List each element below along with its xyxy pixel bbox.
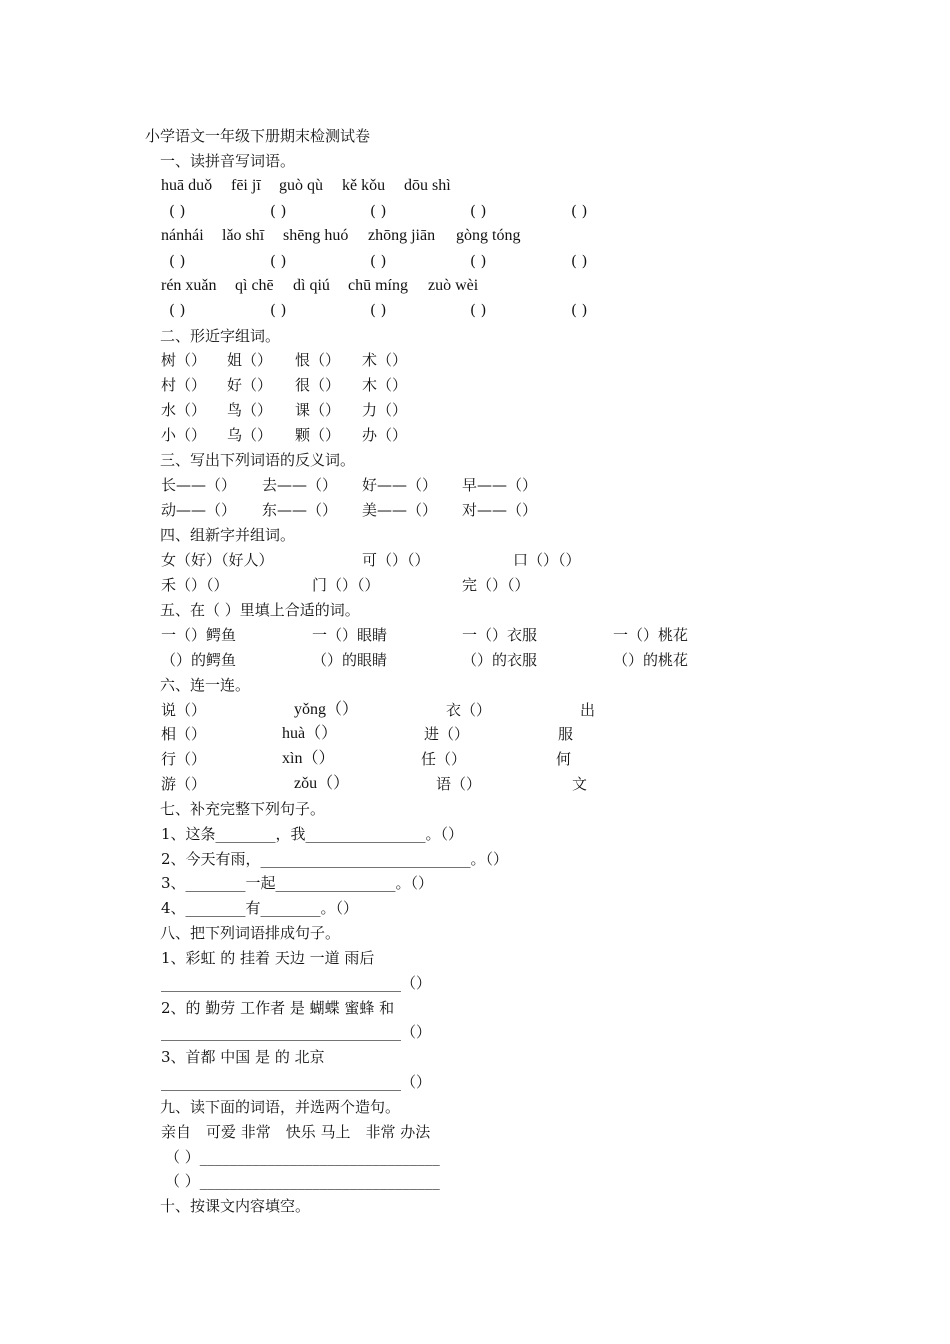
match-item: 相（） [161,725,207,743]
answer-blank[interactable]: ( ) [571,252,588,270]
fill-word-item: （）的桃花 [613,651,689,669]
new-char-item: 女（好）（好人） [161,551,274,569]
match-item: huà（） [282,725,338,742]
section-5-heading: 五、在（ ）里填上合适的词。 [160,601,360,619]
answer-line[interactable]: ________________________________（） [161,1073,432,1091]
new-char-item: 可（）（） [362,551,430,569]
antonym-item: 好——（） [362,476,438,494]
answer-blank[interactable]: ( ) [571,202,588,220]
char-item: 课（） [295,401,341,419]
fill-word-item: 一（）鳄鱼 [161,626,237,644]
section-9-heading: 九、读下面的词语，并选两个造句。 [160,1098,401,1116]
match-item: 出 [580,701,596,719]
answer-blank[interactable]: ( ) [571,301,588,319]
fill-word-item: 一（）桃花 [613,626,689,644]
pinyin: qì chē [235,277,274,294]
match-item: 衣（） [446,701,492,719]
word-order-prompt: 3、首都 中国 是 的 北京 [161,1048,325,1066]
match-item: xìn（） [282,750,335,767]
char-item: 村（） [161,376,207,394]
match-item: zǒu（） [294,775,350,792]
char-item: 好（） [227,376,273,394]
match-item: 何 [556,750,572,768]
antonym-item: 对——（） [462,501,538,519]
char-item: 术（） [362,351,408,369]
fill-word-item: （）的鳄鱼 [161,651,237,669]
answer-blank[interactable]: ( ) [169,252,186,270]
fill-word-item: （）的衣服 [462,651,538,669]
answer-line[interactable]: （ ）________________________________ [165,1148,440,1166]
char-item: 树（） [161,351,207,369]
word-order-prompt: 2、的 勤劳 工作者 是 蝴蝶 蜜蜂 和 [161,999,395,1017]
exam-title: 小学语文一年级下册期末检测试卷 [145,127,371,145]
char-item: 力（） [362,401,408,419]
match-item: 进（） [424,725,470,743]
char-item: 木（） [362,376,408,394]
antonym-item: 美——（） [362,501,438,519]
char-item: 很（） [295,376,341,394]
section-8-heading: 八、把下列词语排成句子。 [160,924,341,942]
char-item: 办（） [362,426,408,444]
fill-word-item: 一（）眼睛 [312,626,388,644]
antonym-item: 早——（） [462,476,538,494]
match-item: 说（） [161,701,207,719]
pinyin: shēng huó [283,227,349,244]
antonym-item: 东——（） [262,501,338,519]
answer-blank[interactable]: ( ) [370,301,387,319]
pinyin: zuò wèi [428,277,479,294]
section-6-heading: 六、连一连。 [160,676,251,694]
answer-blank[interactable]: ( ) [270,202,287,220]
section-7-heading: 七、补充完整下列句子。 [160,800,326,818]
sentence-item: 3、________一起________________。（） [161,874,434,892]
answer-line[interactable]: （ ）________________________________ [165,1172,440,1190]
pinyin: gòng tóng [456,227,521,244]
match-item: 语（） [436,775,482,793]
char-item: 乌（） [227,426,273,444]
new-char-item: 口（）（） [513,551,581,569]
answer-blank[interactable]: ( ) [470,301,487,319]
new-char-item: 完（）（） [462,576,530,594]
section-4-heading: 四、组新字并组词。 [160,526,296,544]
sentence-item: 1、这条________，我________________。（） [161,825,464,843]
char-item: 姐（） [227,351,273,369]
sentence-item: 2、今天有雨，____________________________。（） [161,850,509,868]
pinyin: nánhái [161,227,204,244]
section-10-heading: 十、按课文内容填空。 [160,1197,311,1215]
antonym-item: 去——（） [262,476,338,494]
pinyin: chū míng [348,277,408,294]
match-item: 任（） [421,750,467,768]
section-3-heading: 三、写出下列词语的反义词。 [160,451,356,469]
pinyin: dōu shì [404,177,451,194]
pinyin: rén xuǎn [161,277,217,294]
char-item: 鸟（） [227,401,273,419]
char-item: 水（） [161,401,207,419]
word-order-prompt: 1、彩虹 的 挂着 天边 一道 雨后 [161,949,375,967]
answer-blank[interactable]: ( ) [470,202,487,220]
answer-blank[interactable]: ( ) [169,202,186,220]
word-list: 亲自 可爱 非常 快乐 马上 非常 办法 [161,1123,431,1141]
section-2-heading: 二、形近字组词。 [160,327,281,345]
section-1-heading: 一、读拼音写词语。 [160,152,296,170]
sentence-item: 4、________有________。（） [161,899,359,917]
char-item: 颗（） [295,426,341,444]
match-item: 文 [572,775,588,793]
pinyin: dì qiú [293,277,330,294]
answer-blank[interactable]: ( ) [470,252,487,270]
answer-blank[interactable]: ( ) [169,301,186,319]
answer-blank[interactable]: ( ) [370,202,387,220]
answer-blank[interactable]: ( ) [270,252,287,270]
fill-word-item: （）的眼睛 [312,651,388,669]
pinyin: lǎo shī [222,227,265,244]
answer-blank[interactable]: ( ) [370,252,387,270]
answer-blank[interactable]: ( ) [270,301,287,319]
antonym-item: 长——（） [161,476,237,494]
match-item: yǒng（） [294,701,359,718]
answer-line[interactable]: ________________________________（） [161,974,432,992]
char-item: 恨（） [295,351,341,369]
pinyin: zhōng jiān [368,227,436,244]
fill-word-item: 一（）衣服 [462,626,538,644]
match-item: 游（） [161,775,207,793]
new-char-item: 门（）（） [312,576,380,594]
match-item: 行（） [161,750,207,768]
match-item: 服 [558,725,574,743]
answer-line[interactable]: ________________________________（） [161,1023,432,1041]
char-item: 小（） [161,426,207,444]
pinyin: fēi jī [231,177,261,194]
new-char-item: 禾（）（） [161,576,229,594]
pinyin: guò qù [279,177,323,194]
pinyin: huā duǒ [161,177,213,194]
antonym-item: 动——（） [161,501,237,519]
pinyin: kě kǒu [342,177,386,194]
